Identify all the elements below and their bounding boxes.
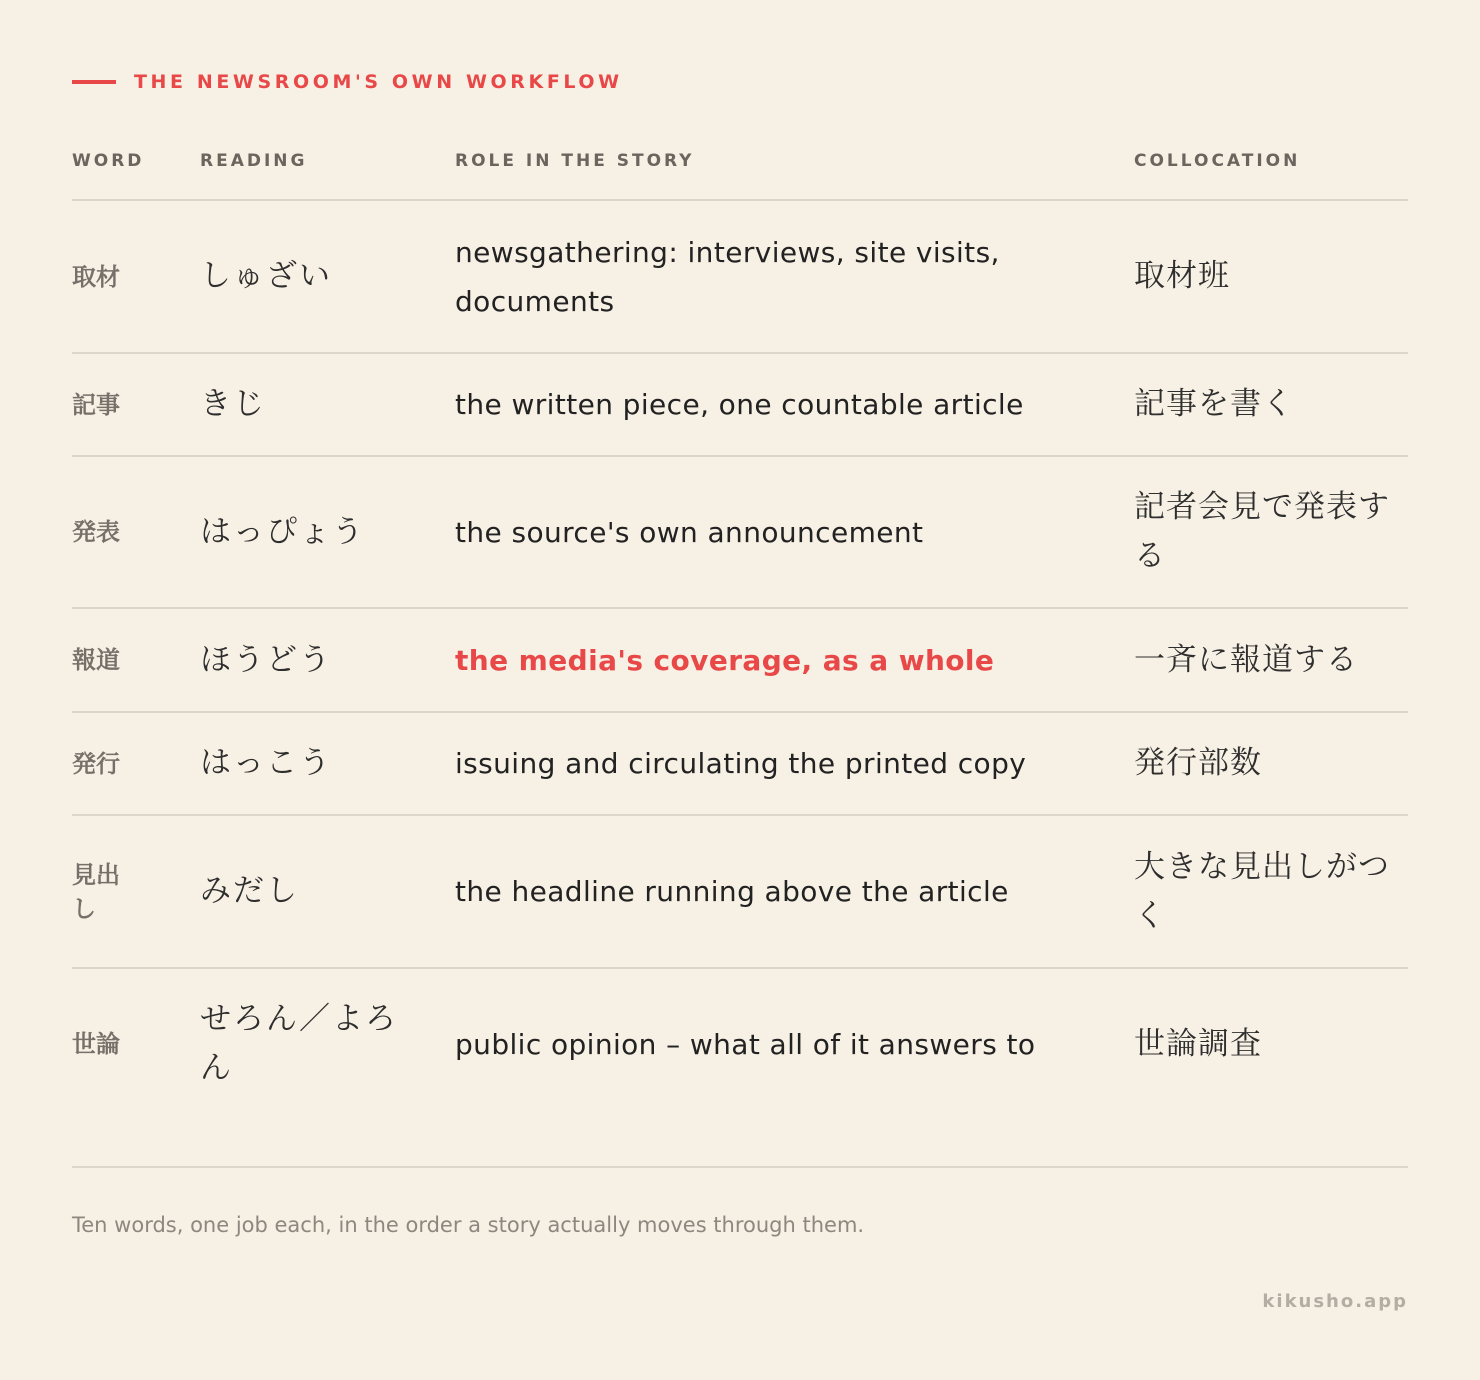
role-cell: the written piece, one countable article bbox=[455, 388, 1024, 421]
word-cell: 記事 bbox=[72, 389, 120, 419]
table-row bbox=[72, 201, 1408, 354]
role-cell: the source's own announcement bbox=[455, 515, 924, 549]
reading-cell: せろん／よろん bbox=[200, 1001, 398, 1086]
table-row bbox=[72, 816, 1408, 969]
table-row bbox=[72, 713, 1408, 816]
reading-cell: ほうどう bbox=[200, 641, 332, 678]
role-cell: the headline running above the article bbox=[455, 875, 1009, 908]
vocabulary-table bbox=[72, 136, 1408, 1119]
word-cell: 取材 bbox=[72, 261, 120, 291]
collocation-cell: 記者会見で発表する bbox=[1134, 489, 1390, 574]
collocation-cell: 一斉に報道する bbox=[1134, 641, 1358, 678]
footnote: Ten words, one job each, in the order a story actually moves through them. bbox=[72, 1213, 865, 1237]
section-eyebrow bbox=[72, 70, 623, 94]
table-row bbox=[72, 354, 1408, 457]
table-row bbox=[72, 969, 1408, 1119]
role-cell: issuing and circulating the printed copy bbox=[455, 747, 1027, 780]
table-header bbox=[72, 136, 1408, 201]
collocation-cell: 大きな見出しがつく bbox=[1134, 848, 1390, 934]
word-cell: 発行 bbox=[72, 748, 120, 778]
reading-cell: はっこう bbox=[200, 745, 332, 781]
table-row bbox=[72, 457, 1408, 609]
accent-rule bbox=[72, 80, 116, 84]
collocation-cell: 世論調査 bbox=[1134, 1025, 1262, 1062]
collocation-cell: 記事を書く bbox=[1134, 386, 1294, 422]
column-header-reading: READING bbox=[200, 151, 308, 171]
reading-cell: みだし bbox=[200, 873, 299, 909]
reading-cell: しゅざい bbox=[200, 258, 332, 294]
reading-cell: きじ bbox=[200, 386, 266, 422]
collocation-cell: 発行部数 bbox=[1134, 745, 1262, 781]
column-header-role: ROLE IN THE STORY bbox=[455, 151, 695, 171]
collocation-cell: 取材班 bbox=[1134, 258, 1230, 294]
brand-link[interactable]: kikusho.app bbox=[1262, 1291, 1408, 1312]
section-title: THE NEWSROOM'S OWN WORKFLOW bbox=[134, 71, 623, 93]
column-header-collocation: COLLOCATION bbox=[1134, 151, 1301, 171]
word-cell: 世論 bbox=[72, 1029, 120, 1058]
word-cell: 報道 bbox=[72, 645, 120, 674]
word-cell: 発表 bbox=[72, 517, 120, 546]
role-cell: newsgathering: interviews, site visits, documents bbox=[455, 235, 1000, 318]
column-header-word: WORD bbox=[72, 151, 145, 171]
role-cell: public opinion – what all of it answers to bbox=[455, 1027, 1036, 1061]
footer-divider bbox=[72, 1166, 1408, 1168]
word-cell: 見出し bbox=[72, 859, 120, 923]
role-cell-highlighted: the media's coverage, as a whole bbox=[455, 643, 995, 677]
reading-cell: はっぴょう bbox=[200, 513, 365, 550]
table-row-highlighted bbox=[72, 609, 1408, 713]
